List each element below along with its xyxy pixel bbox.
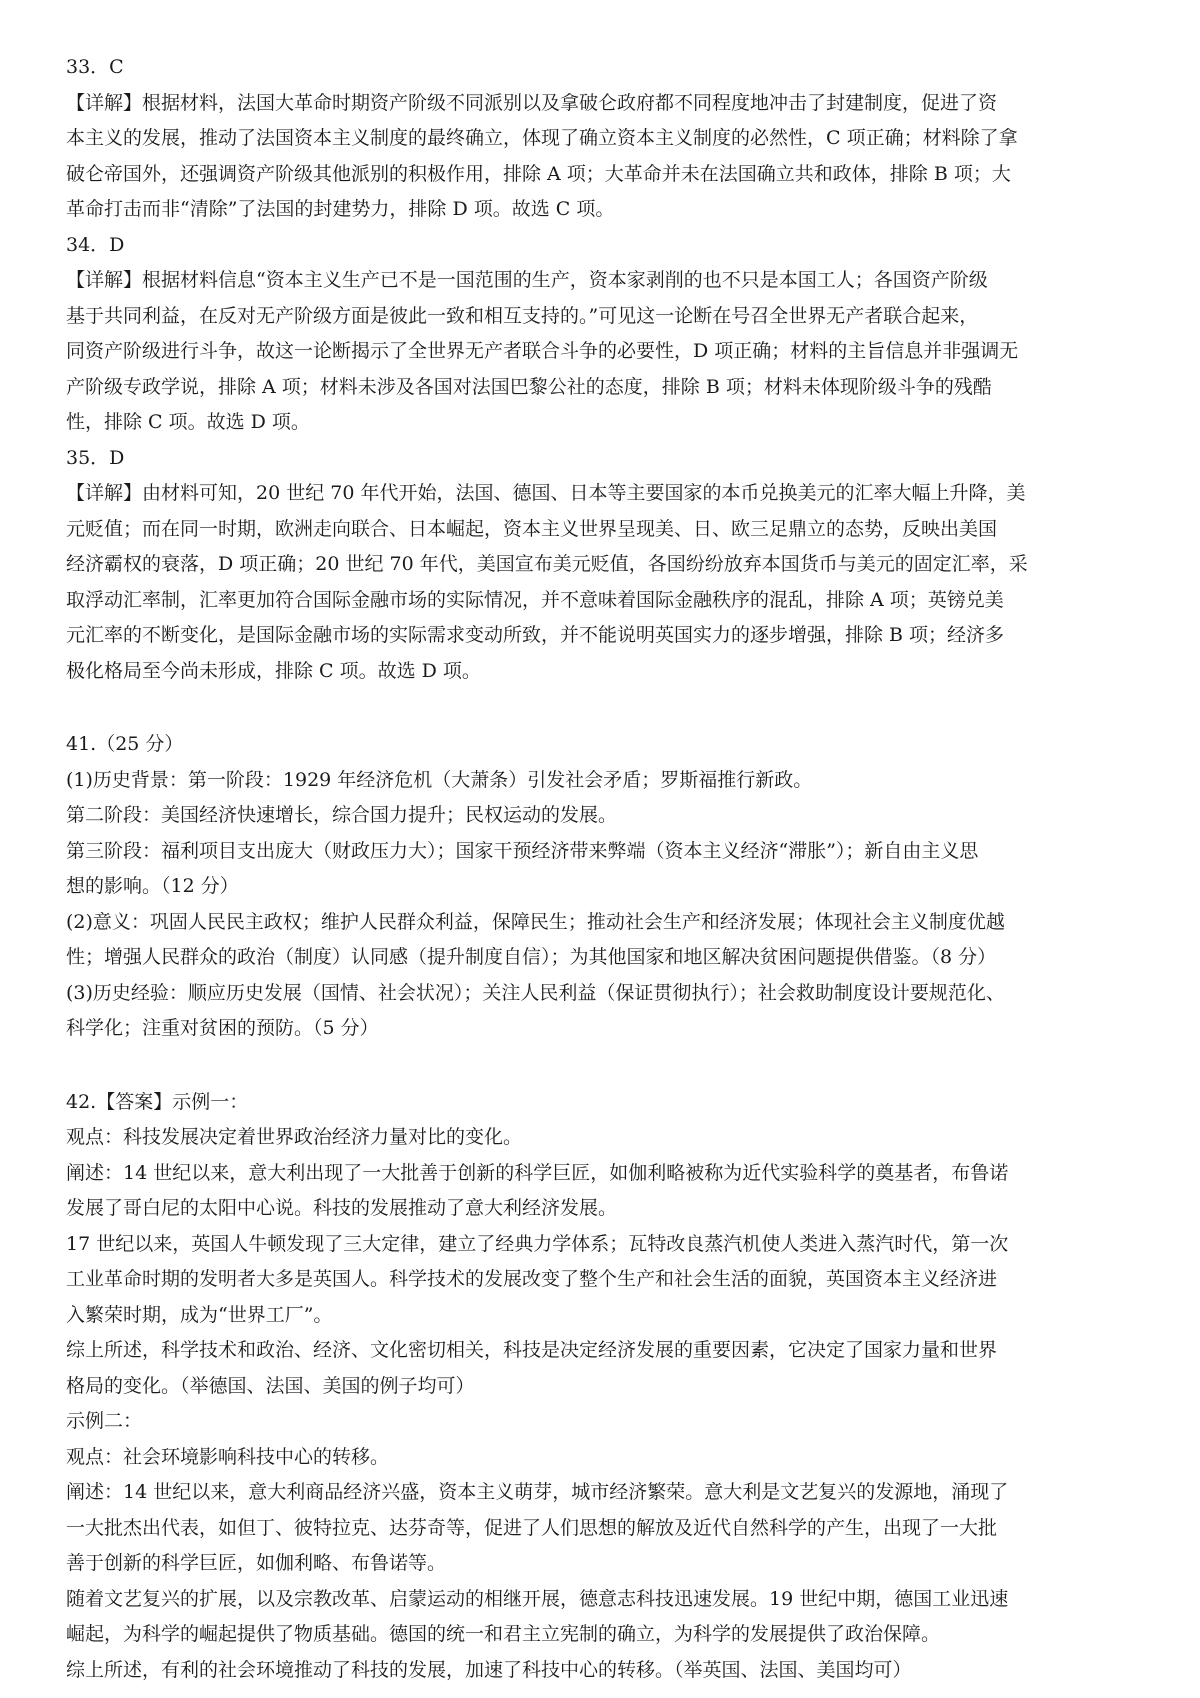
answer-42-line: 善于创新的科学巨匠，如伽利略、布鲁诺等。 [66,1552,447,1574]
answer-34 [66,228,1146,441]
answer-document [66,50,1146,1688]
answer-35-line: 取浮动汇率制，汇率更加符合国际金融市场的实际情况，并不意味着国际金融秩序的混乱，排除 A 项；英镑兑美 [66,588,1004,611]
answer-35-heading: 35．D [66,446,125,469]
answer-42-example-heading: 示例二： [66,1410,143,1432]
answer-41-line: (2)意义：巩固人民民主政权；维护人民群众利益，保障民生；推动社会生产和经济发展；体现社会主义制度优越 [66,910,1005,933]
answer-41-line: 性；增强人民群众的政治（制度）认同感（提升制度自信）；为其他国家和地区解决贫困问题提供借鉴。（8 分） [66,946,997,968]
answer-41-heading: 41.（25 分） [66,733,184,755]
answer-42-line: 综上所述，科学技术和政治、经济、文化密切相关，科技是决定经济发展的重要因素，它决定了国家力量和世界 [66,1339,998,1361]
answer-35 [66,441,1146,690]
answer-42-line: 发展了哥白尼的太阳中心说。科技的发展推动了意大利经济发展。 [66,1197,618,1219]
answer-35-line: 【详解】由材料可知，20 世纪 70 年代开始，法国、德国、日本等主要国家的本币兑换美元的汇率大幅上升降，美 [66,482,1026,504]
answer-41-line: 第二阶段：美国经济快速增长，综合国力提升；民权运动的发展。 [66,804,618,826]
answer-35-line: 元贬值；而在同一时期，欧洲走向联合、日本崛起，资本主义世界呈现美、日、欧三足鼎立的态势，反映出美国 [66,517,998,540]
answer-33-line: 革命打击而非“清除”了法国的封建势力，排除 D 项。故选 C 项。 [66,198,615,220]
answer-35-line: 元汇率的不断变化，是国际金融市场的实际需求变动所致，并不能说明英国实力的逐步增强，排除 B 项；经济多 [66,624,1005,646]
answer-33-line: 【详解】根据材料，法国大革命时期资产阶级不同派别以及拿破仑政府都不同程度地冲击了封建制度，促进了资 [66,91,998,114]
answer-42-line: 阐述：14 世纪以来，意大利出现了一大批善于创新的科学巨匠，如伽利略被称为近代实验科学的奠基者，布鲁诺 [66,1161,1009,1184]
answer-42-heading: 42.【答案】示例一： [66,1090,249,1113]
answer-33-heading: 33．C [66,56,124,78]
section-spacer [66,1047,1146,1085]
answer-41-line: 想的影响。（12 分） [66,875,239,897]
answer-33-line: 破仑帝国外，还强调资产阶级其他派别的积极作用，排除 A 项；大革命并未在法国确立共和政体，排除 B 项；大 [66,162,1011,185]
answer-34-line: 基于共同利益，在反对无产阶级方面是彼此一致和相互支持的。”可见这一论断在号召全世界无产者联合起来， [66,304,979,327]
answer-42-line: 格局的变化。（举德国、法国、美国的例子均可） [66,1374,475,1397]
answer-41-line: (3)历史经验：顺应历史发展（国情、社会状况）；关注人民利益（保证贯彻执行）；社会救助制度设计要规范化、 [66,981,1005,1004]
section-spacer [66,689,1146,727]
answer-42 [66,1085,1146,1689]
answer-34-line: 产阶级专政学说，排除 A 项；材料未涉及各国对法国巴黎公社的态度，排除 B 项；材料未体现阶级斗争的残酷 [66,375,992,398]
answer-42-line: 综上所述，有利的社会环境推动了科技的发展，加速了科技中心的转移。（举英国、法国、美国均可） [66,1658,912,1681]
answer-35-line: 极化格局至今尚未形成，排除 C 项。故选 D 项。 [66,659,481,682]
answer-42-line: 崛起，为科学的崛起提供了物质基础。德国的统一和君主立宪制的确立，为科学的发展提供了政治保障。 [66,1623,941,1645]
answer-42-line: 观点：科技发展决定着世界政治经济力量对比的变化。 [66,1126,523,1148]
answer-42-line: 观点：社会环境影响科技中心的转移。 [66,1445,390,1468]
answer-33 [66,50,1146,228]
answer-33-line: 本主义的发展，推动了法国资本主义制度的最终确立，体现了确立资本主义制度的必然性，C 项正确；材料除了拿 [66,127,1018,149]
answer-42-line: 阐述：14 世纪以来，意大利商品经济兴盛，资本主义萌芽，城市经济繁荣。意大利是文艺复兴的发源地，涌现了 [66,1481,1009,1503]
answer-34-line: 性，排除 C 项。故选 D 项。 [66,411,310,433]
answer-34-line: 【详解】根据材料信息“资本主义生产已不是一国范围的生产，资本家剥削的也不只是本国工人；各国资产阶级 [66,269,988,291]
answer-41-line: 科学化；注重对贫困的预防。（5 分） [66,1017,379,1039]
answer-42-line: 随着文艺复兴的扩展，以及宗教改革、启蒙运动的相继开展，德意志科技迅速发展。19 世纪中期，德国工业迅速 [66,1587,1009,1610]
answer-41-line: (1)历史背景：第一阶段：1929 年经济危机（大萧条）引发社会矛盾；罗斯福推行新政。 [66,768,813,791]
answer-42-line: 入繁荣时期，成为“世界工厂”。 [66,1303,333,1326]
answer-35-line: 经济霸权的衰落，D 项正确；20 世纪 70 年代，美国宣布美元贬值，各国纷纷放弃本国货币与美元的固定汇率，采 [66,553,1028,575]
answer-41-line: 第三阶段：福利项目支出庞大（财政压力大）；国家干预经济带来弊端（资本主义经济“滞胀”）；新自由主义思 [66,839,979,862]
answer-34-heading: 34．D [66,233,125,256]
answer-42-line: 工业革命时期的发明者大多是英国人。科学技术的发展改变了整个生产和社会生活的面貌，英国资本主义经济进 [66,1268,998,1290]
answer-41 [66,727,1146,1047]
answer-42-line: 一大批杰出代表，如但丁、彼特拉克、达芬奇等，促进了人们思想的解放及近代自然科学的产生，出现了一大批 [66,1516,998,1539]
answer-34-line: 同资产阶级进行斗争，故这一论断揭示了全世界无产者联合斗争的必要性，D 项正确；材料的主旨信息并非强调无 [66,340,1019,362]
answer-42-line: 17 世纪以来，英国人牛顿发现了三大定律，建立了经典力学体系；瓦特改良蒸汽机使人类进入蒸汽时代，第一次 [66,1232,1009,1255]
